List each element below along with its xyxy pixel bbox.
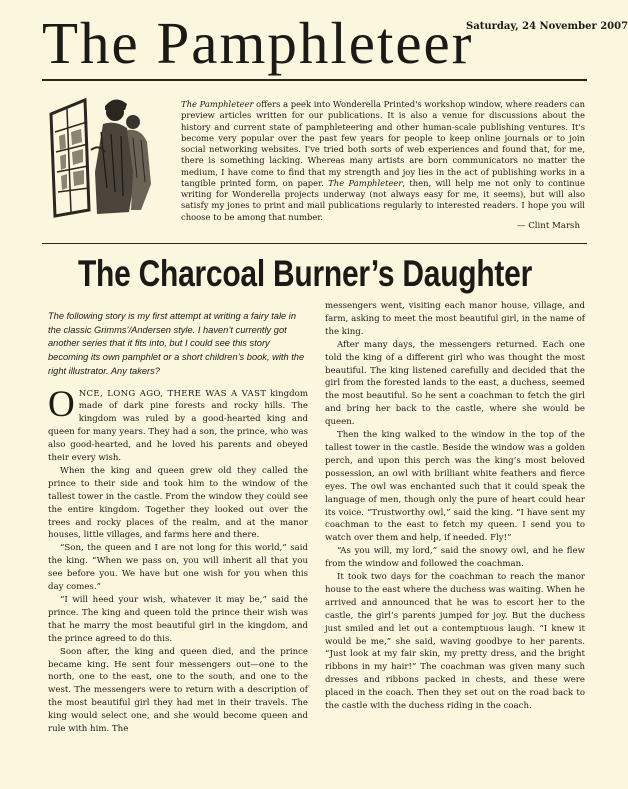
body-paragraph: Soon after, the king and queen died, and the prince became king. He sent four messengers out—one to the north, one to the east, one to the south, and one to the west. The messengers were to return with a description of the most beautiful girl they had met in their travels. The king would select one, and she would become queen and rule with him. The xyxy=(48,646,308,735)
article-preface: The following story is my first attempt at writing a fairy tale in the classic Grimms’/Andersen style. I haven’t currently got another series that it fits into, but I could see this story becoming its own pamphlet or a short children’s book, with the right illustrator. Any takers? xyxy=(48,311,305,376)
body-paragraph: It took two days for the coachman to reach the manor house to the east where the duchess was waiting. When he arrived and announced that he was to escort her to the castle, the girl’s parents jumped for joy. But the duchess just smiled and let out a contemptuous laugh. “I knew it would be me,” she said, waving goodbye to her parents. “Just look at my fair skin, my pretty dress, and the bright ribbons in my hair!” The coachman was given many such dresses and ribbons packed in chests, and these were placed in the coach. Then they set out on the road back to the castle with the duchess riding in the coach. xyxy=(325,572,585,712)
intro-text-2: , then, will help me not only to continue writing for Wonderella projects underway (not always easy for me, it seems), but will also satisfy my jones to print and mail publications regularly to interested readers. I hope you will choose to be among that number. xyxy=(181,177,585,222)
section-rule xyxy=(42,243,587,244)
first-paragraph xyxy=(48,383,308,465)
body-paragraph: “As you will, my lord,” said the snowy owl, and he flew from the window and followed the coachman. xyxy=(325,546,585,570)
continued-paragraph: messengers went, visiting each manor house, village, and farm, asking to meet the most beautiful girl, in the name of the king. xyxy=(325,301,585,337)
body-paragraph: When the king and queen grew old they called the prince to their side and took him to the window of the tallest tower in the castle. From the window they could see the entire kingdom. Together they looked out over the trees and rocky places of the realm, and at the manor houses, little villages, and farms here and there. xyxy=(48,465,308,541)
issue-date: Saturday, 24 November 2007 xyxy=(466,21,628,32)
article-column-left xyxy=(48,310,308,736)
intro-publication-name: The Pamphleteer xyxy=(181,99,254,109)
article-column-right xyxy=(325,300,585,713)
author-signature: — Clint Marsh xyxy=(516,221,580,231)
intro-text-1: offers a peek into Wonderella Printed's workshop window, where readers can preview articles written for our publications. It is also a venue for discussions about the history and current state of pamphleteering and other human-scale publishing ventures. It's become very popular over the past few years for people to keep online journals or to join social networking websites. I've tried both sorts of web experiences and found that, for me, there is something lacking. Whereas many artists are born communicators no matter the medium, I have come to find that my strength and joy lies in the act of publishing works in a tangible printed form, on paper. xyxy=(181,99,585,188)
body-paragraph: Then the king walked to the window in the top of the tallest tower in the castle. Beside the window was a golden perch, and upon this perch was the king’s most beloved possession, an owl with brilliant white feathers and fierce eyes. The owl was enchanted such that it could speak the language of men, though only the pure of heart could hear its voice. “Trustworthy owl,” said the king. “I have sent my coachman to the east to fetch my queen. I send you to watch over them and help, if needed. Fly!” xyxy=(325,430,585,544)
drop-cap: O xyxy=(48,383,75,425)
masthead-title: The Pamphleteer xyxy=(42,10,474,76)
article-headline: The Charcoal Burner’s Daughter xyxy=(77,253,533,294)
woodcut-illustration xyxy=(45,92,163,220)
intro-publication-name-2: The Pamphleteer xyxy=(328,177,403,188)
lead-caps: NCE, LONG AGO, THERE WAS A VAST xyxy=(78,388,267,399)
first-paragraph-rest: kingdom made of dark pine forests and rocky hills. The kingdom was ruled by a good-hearted king and queen for many years. They had a son, the prince, who was also good-hearted, and he loved his parents and obeyed their every wish. xyxy=(48,388,308,464)
body-paragraph: “Son, the queen and I are not long for this world,” said the king. “When we pass on, you will inherit all that you see before you. We have but one wish for you when this day comes.” xyxy=(48,543,308,593)
top-rule xyxy=(42,79,587,81)
body-paragraph: After many days, the messengers returned. Each one told the king of a different girl who was thought the most beautiful. The king listened carefully and decided that the girl from the forested lands to the east, a duchess, seemed the most beautiful. So he sent a coachman to fetch the girl and bring her back to the castle, where she would be queen. xyxy=(325,339,585,428)
body-paragraph: “I will heed your wish, whatever it may be,” said the prince. The king and queen told the prince their wish was that he marry the most beautiful girl in the kingdom, and the prince agreed to do this. xyxy=(48,595,308,644)
intro-paragraph xyxy=(181,99,585,223)
